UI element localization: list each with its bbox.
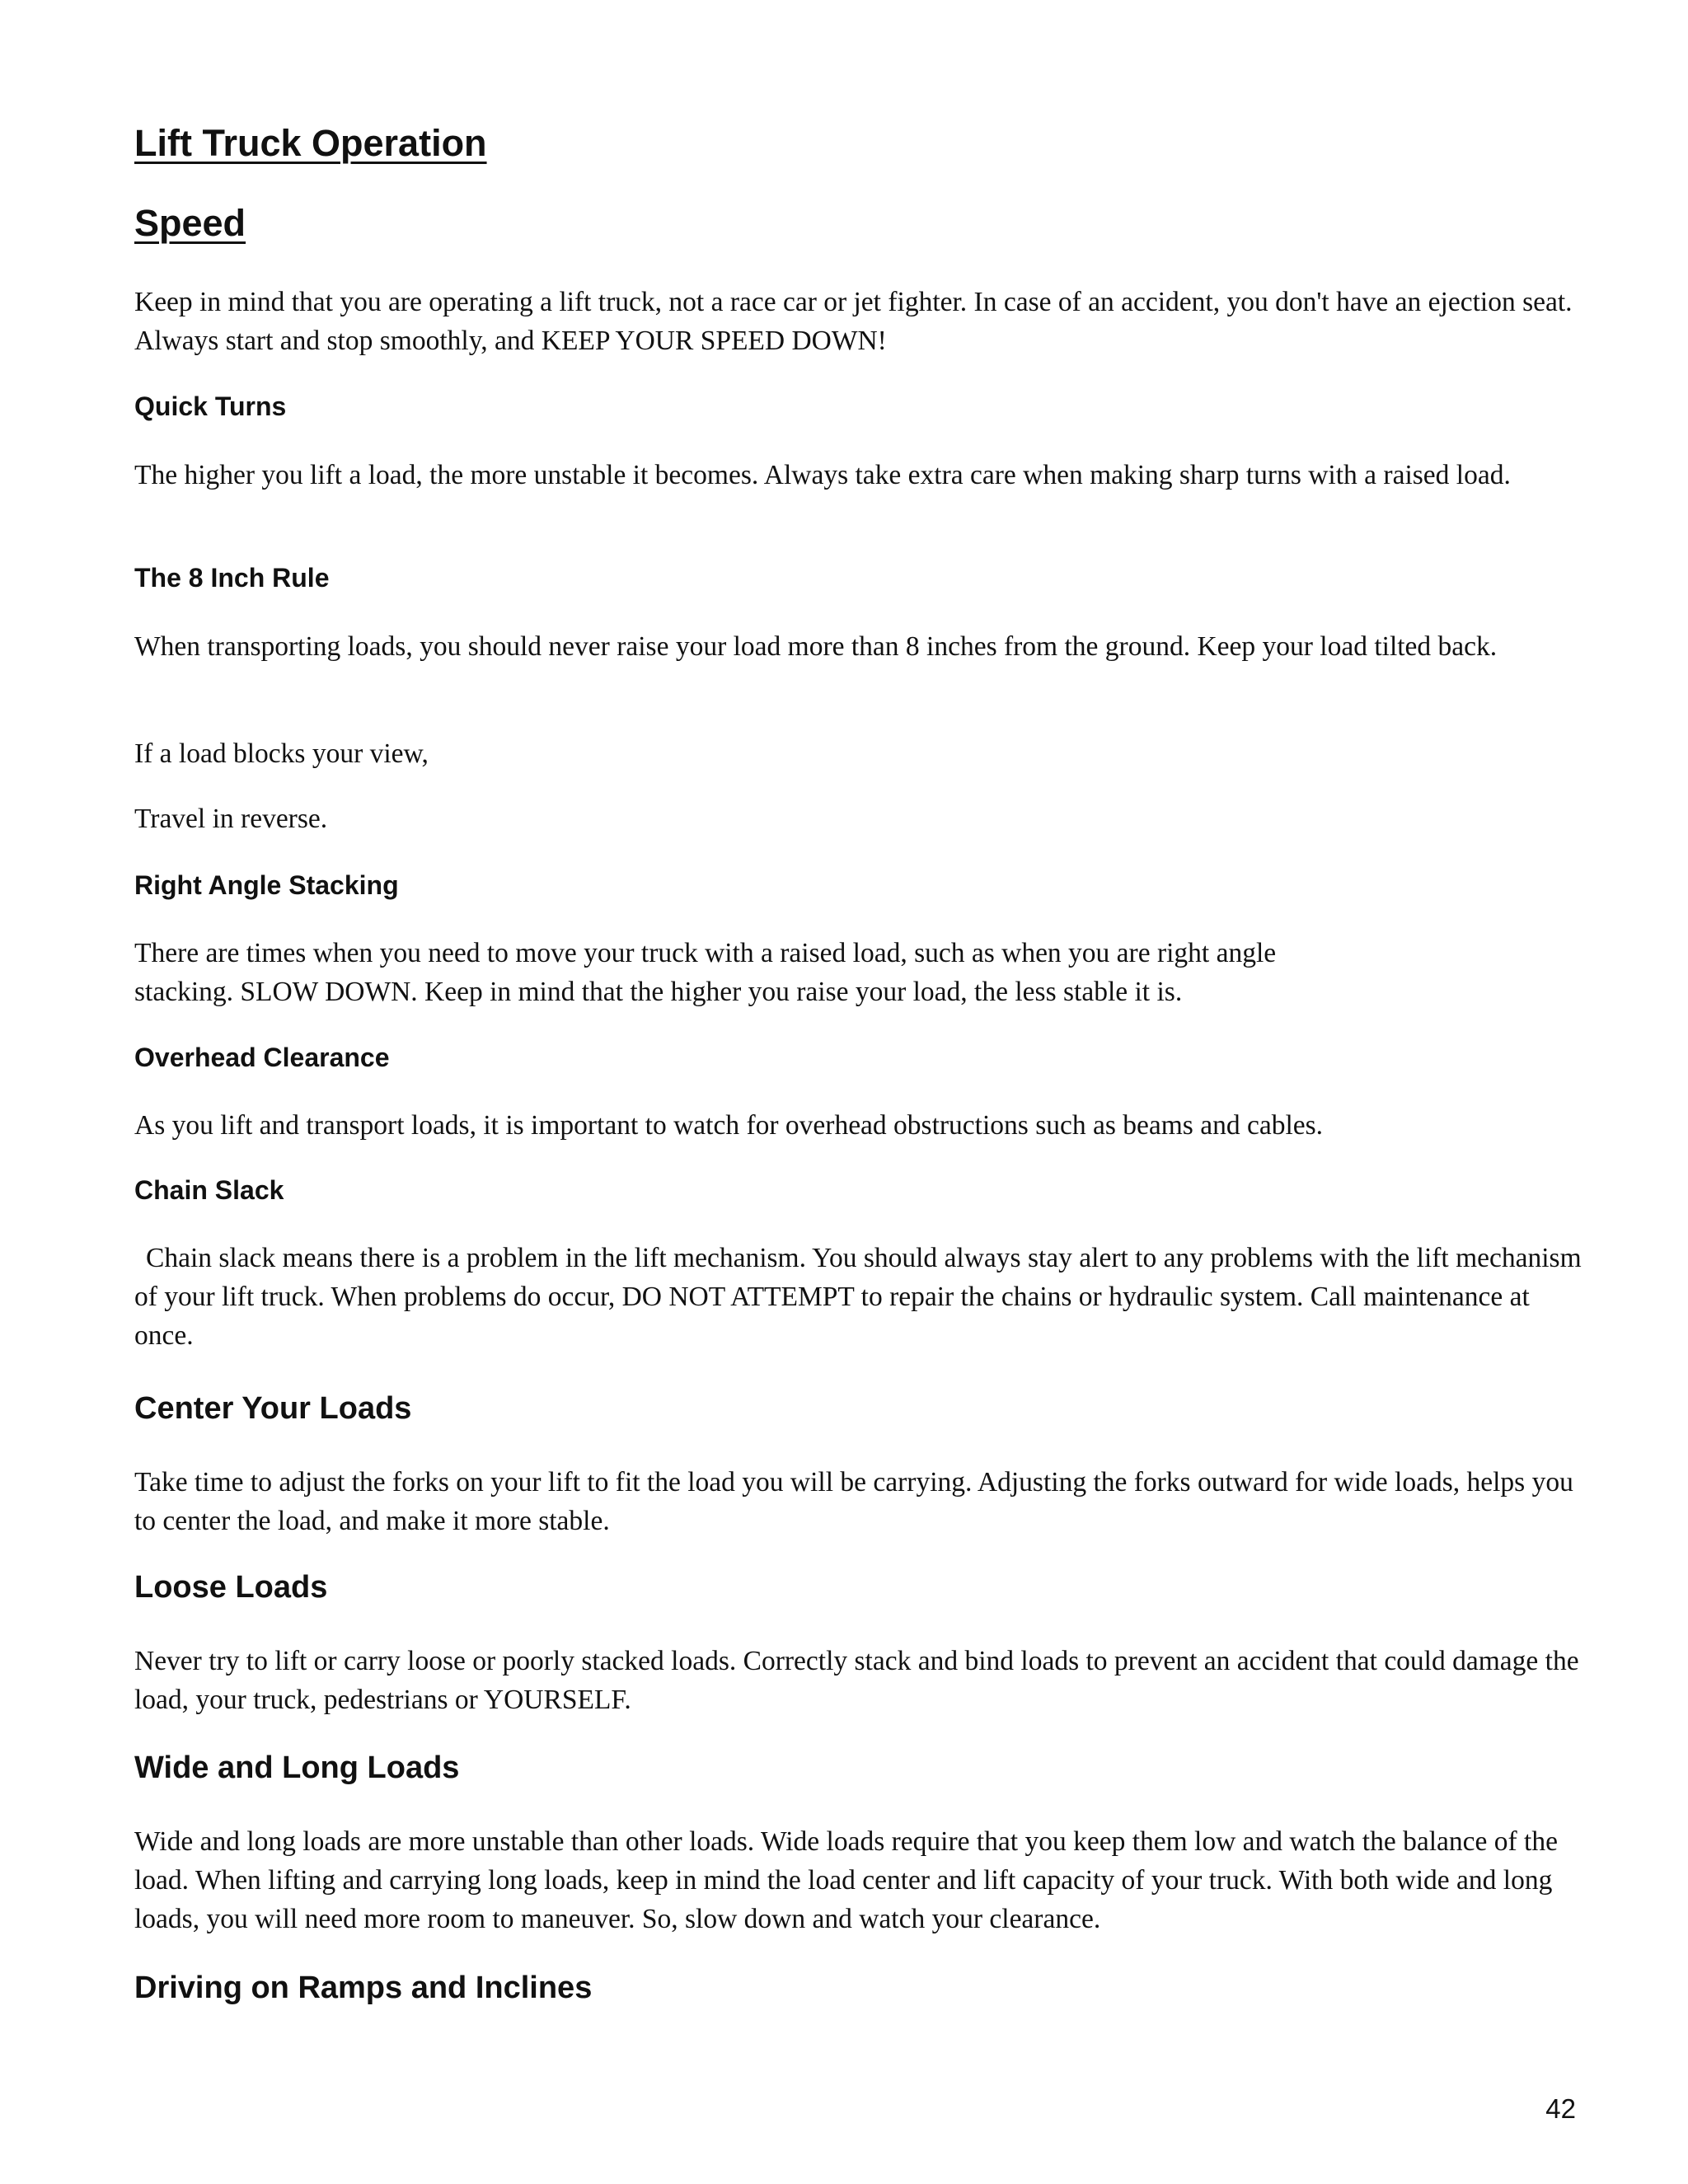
loose-loads-paragraph: Never try to lift or carry loose or poorly stacked loads. Correctly stack and bind loads to prevent an accident that could damage the load, your truck, pedestrians or YOURSELF. <box>134 1646 1579 1715</box>
right-angle-stacking-line-2: stacking. SLOW DOWN. Keep in mind that the higher you raise your load, the less stable it is. <box>134 977 1183 1007</box>
right-angle-stacking-heading: Right Angle Stacking <box>134 870 399 900</box>
wide-long-loads-paragraph: Wide and long loads are more unstable than other loads. Wide loads require that you keep them low and watch the balance of the load. When lifting and carrying long loads, keep in mind the load center and lift capacity of your truck. With both wide and long loads, you will need more room to maneuver. So, slow down and watch your clearance. <box>134 1826 1558 1934</box>
overhead-clearance-paragraph: As you lift and transport loads, it is important to watch for overhead obstructions such as beams and cables. <box>134 1110 1324 1141</box>
quick-turns-heading: Quick Turns <box>134 391 287 421</box>
quick-turns-paragraph: The higher you lift a load, the more unstable it becomes. Always take extra care when making sharp turns with a raised load. <box>134 460 1511 490</box>
page-number: 42 <box>1545 2093 1576 2124</box>
eight-inch-rule-heading: The 8 Inch Rule <box>134 563 330 593</box>
speed-paragraph: Keep in mind that you are operating a lift truck, not a race car or jet fighter. In case of an accident, you don't have an ejection seat. Always start and stop smoothly, and KEEP YOUR SPEED DOWN! <box>134 287 1573 356</box>
overhead-clearance-heading: Overhead Clearance <box>134 1043 390 1072</box>
speed-heading: Speed <box>134 202 246 244</box>
eight-inch-rule-paragraph: When transporting loads, you should never raise your load more than 8 inches from the ground. Keep your load tilted back. <box>134 631 1498 662</box>
ramps-inclines-heading: Driving on Ramps and Inclines <box>134 1971 593 2005</box>
center-loads-paragraph: Take time to adjust the forks on your lift to fit the load you will be carrying. Adjusting the forks outward for wide loads, helps you to center the load, and make it more stable. <box>134 1467 1573 1536</box>
right-angle-stacking-line-1: There are times when you need to move your truck with a raised load, such as when you are right angle <box>134 938 1277 968</box>
eight-inch-rule-line-reverse: Travel in reverse. <box>134 804 328 834</box>
page-title: Lift Truck Operation <box>134 122 487 164</box>
center-loads-heading: Center Your Loads <box>134 1391 412 1426</box>
chain-slack-heading: Chain Slack <box>134 1175 284 1205</box>
chain-slack-paragraph: Chain slack means there is a problem in the lift mechanism. You should always stay alert to any problems with the lift mechanism of your lift truck. When problems do occur, DO NOT ATTEMPT to repair the chains or hydraulic system. Call maintenance at once. <box>134 1243 1582 1351</box>
wide-long-loads-heading: Wide and Long Loads <box>134 1750 460 1785</box>
loose-loads-heading: Loose Loads <box>134 1570 328 1605</box>
eight-inch-rule-line-view: If a load blocks your view, <box>134 738 429 769</box>
